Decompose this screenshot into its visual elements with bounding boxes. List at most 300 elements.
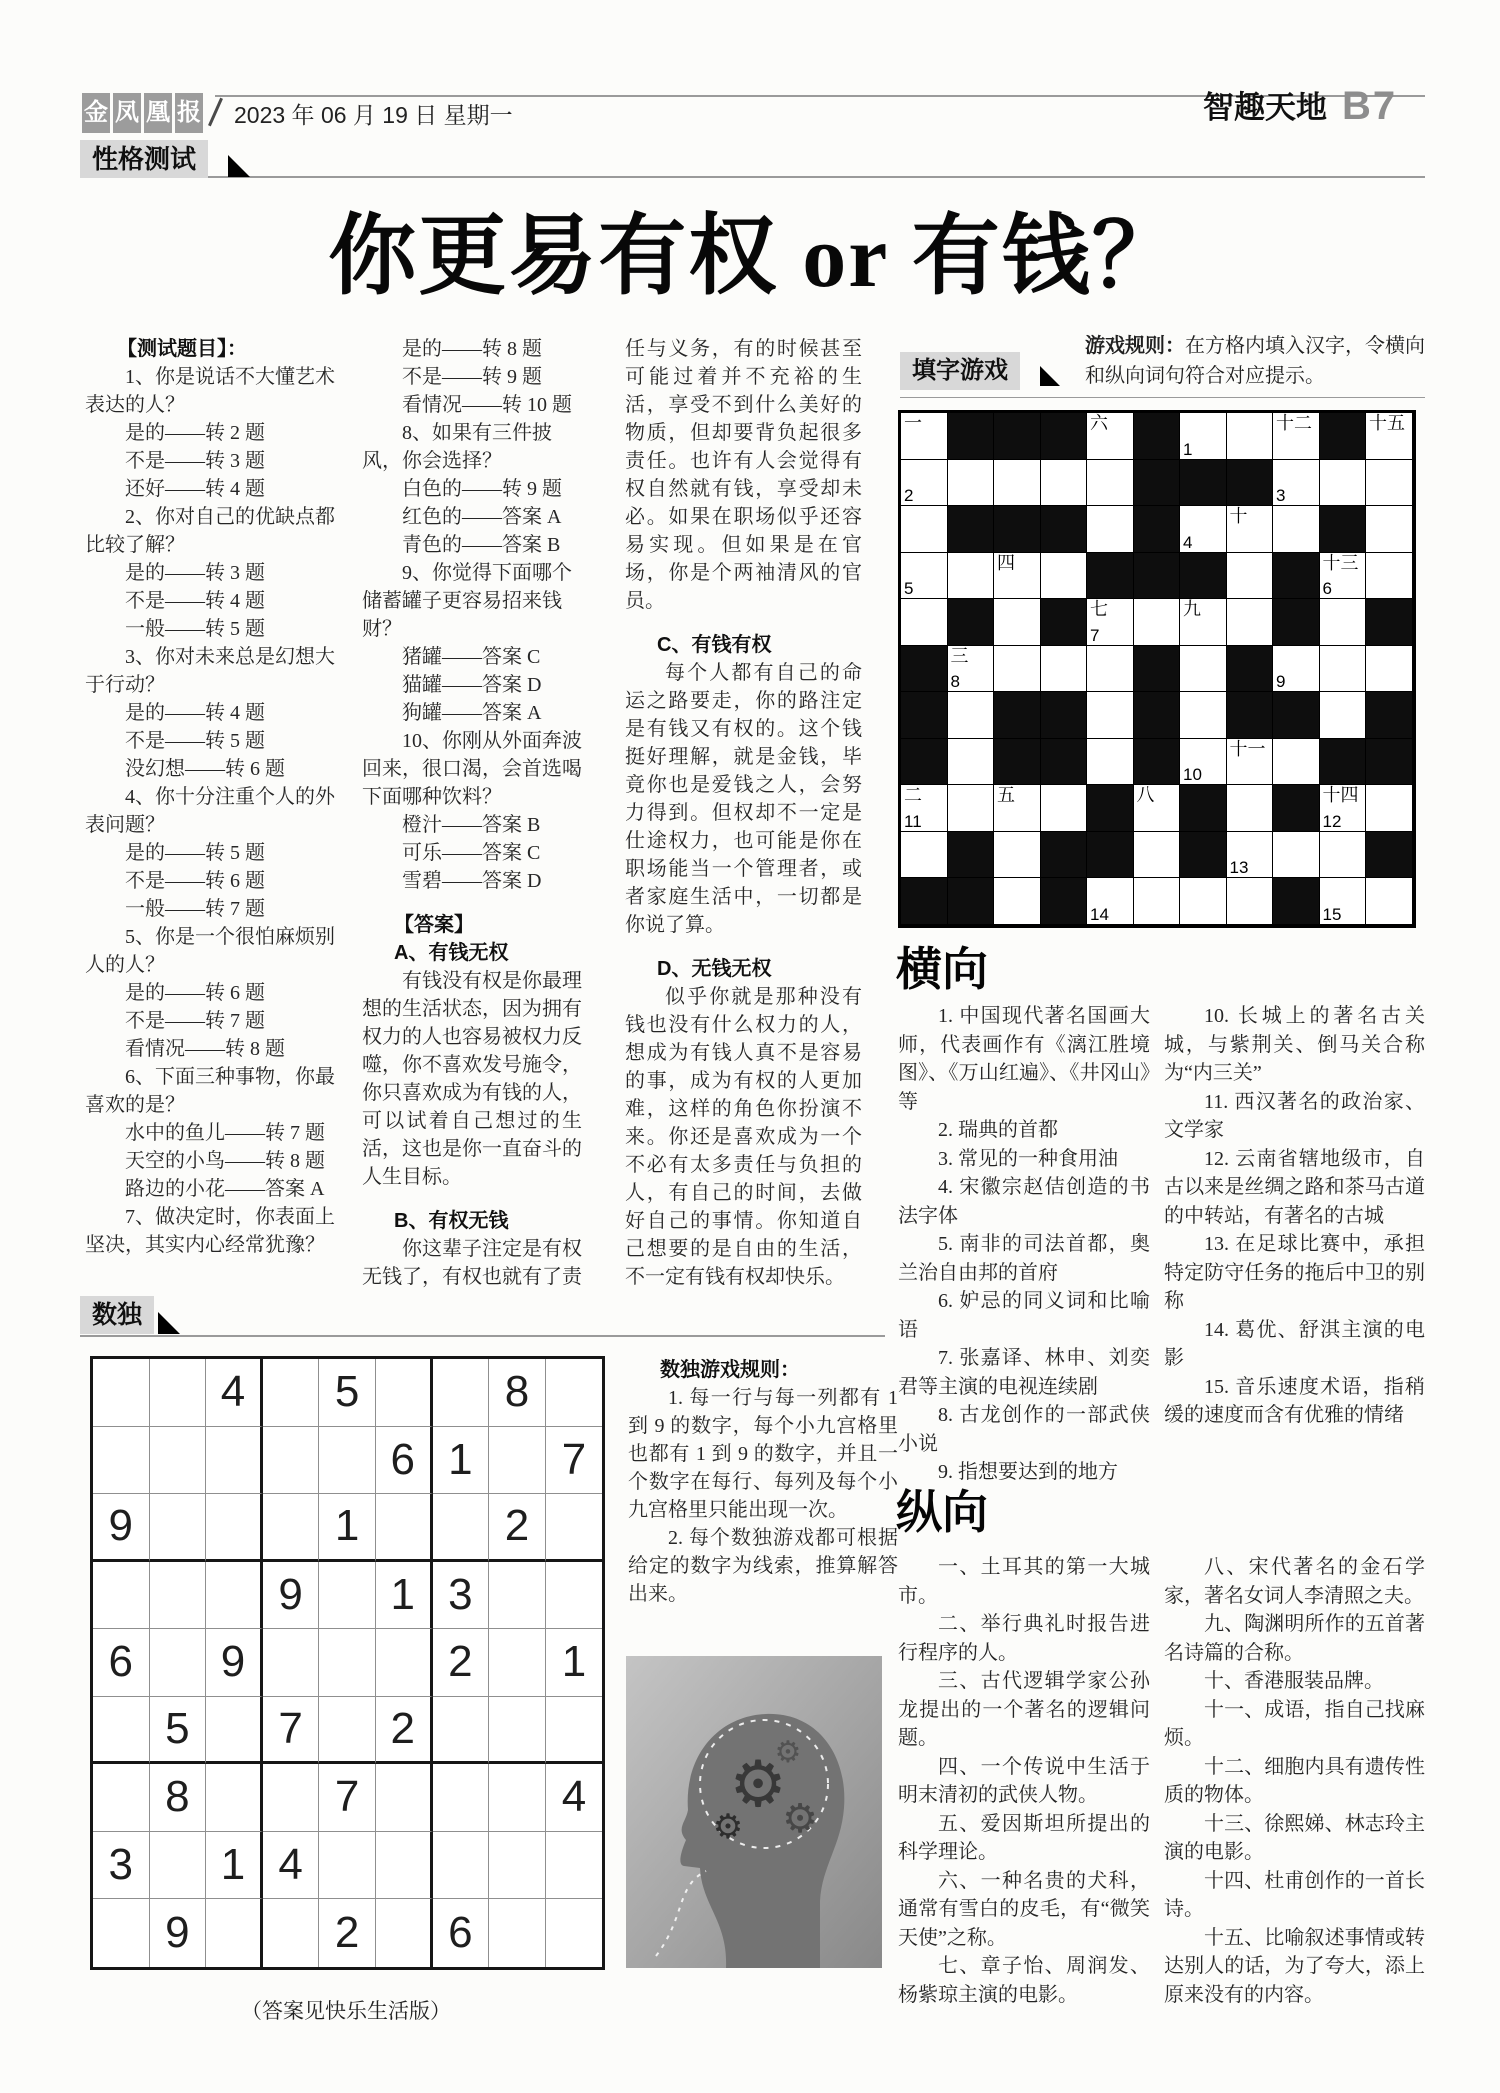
sudoku-empty-cell bbox=[433, 1697, 490, 1765]
crossword-black-cell bbox=[1134, 692, 1181, 739]
down-clue-number: 二 bbox=[904, 785, 922, 805]
test-option: 是的——转 8 题 bbox=[402, 338, 542, 360]
test-spacer bbox=[362, 1191, 582, 1207]
crossword-black-cell bbox=[994, 506, 1041, 553]
test-question: 2、你对自己的优缺点都比较了解？ bbox=[85, 506, 335, 556]
test-option: 猪罐——答案 C bbox=[402, 646, 541, 668]
test-option: 不是——转 7 题 bbox=[125, 1010, 265, 1032]
sudoku-given-cell: 9 bbox=[150, 1899, 207, 1967]
answer-heading: B、有权无钱 bbox=[394, 1210, 509, 1232]
down-clue-number: 十二 bbox=[1276, 413, 1312, 433]
crossword-cell bbox=[994, 878, 1041, 925]
crossword-cell bbox=[1320, 878, 1367, 925]
crossword-black-cell bbox=[1134, 460, 1181, 507]
test-option: 是的——转 5 题 bbox=[125, 842, 265, 864]
answer-heading: D、无钱无权 bbox=[657, 958, 772, 980]
sudoku-empty-cell bbox=[489, 1562, 546, 1630]
crossword-tab-triangle bbox=[1040, 366, 1060, 386]
sudoku-empty-cell bbox=[489, 1697, 546, 1765]
crossword-black-cell bbox=[948, 413, 995, 460]
crossword-down-clue: 十五、比喻叙述事情或转达别人的话，为了夸大，添上原来没有的内容。 bbox=[1164, 1926, 1425, 2006]
crossword-black-cell bbox=[1134, 646, 1181, 693]
crossword-black-cell bbox=[1134, 506, 1181, 553]
sudoku-given-cell: 9 bbox=[263, 1562, 320, 1630]
crossword-black-cell bbox=[1180, 832, 1227, 879]
crossword-cell bbox=[901, 599, 948, 646]
sudoku-empty-cell bbox=[489, 1764, 546, 1832]
crossword-across-clue: 12. 云南省辖地级市，自古以来是丝绸之路和茶马古道的中转站，有著名的古城 bbox=[1164, 1147, 1425, 1227]
crossword-down-clue: 十、香港服装品牌。 bbox=[1204, 1670, 1384, 1692]
sudoku-empty-cell bbox=[206, 1562, 263, 1630]
crossword-black-cell bbox=[1227, 692, 1274, 739]
sudoku-given-cell: 4 bbox=[263, 1832, 320, 1900]
crossword-cell bbox=[1087, 413, 1134, 460]
test-spacer bbox=[625, 615, 862, 631]
sudoku-empty-cell bbox=[206, 1899, 263, 1967]
down-clue-number: 十三 bbox=[1322, 552, 1359, 573]
sudoku-empty-cell bbox=[263, 1629, 320, 1697]
sudoku-empty-cell bbox=[546, 1359, 603, 1427]
crossword-cell bbox=[1180, 506, 1227, 553]
crossword-black-cell bbox=[1366, 692, 1413, 739]
crossword-across-clue: 7. 张嘉译、林申、刘奕君等主演的电视连续剧 bbox=[898, 1347, 1150, 1398]
test-option: 还好——转 4 题 bbox=[125, 478, 265, 500]
crossword-across-clue: 10. 长城上的著名古关城，与紫荆关、倒马关合称为“内三关” bbox=[1164, 1005, 1425, 1084]
sudoku-empty-cell bbox=[546, 1494, 603, 1562]
crossword-cell bbox=[901, 785, 948, 832]
across-clue-number: 5 bbox=[904, 579, 914, 598]
gear-icon: ⚙ bbox=[712, 1809, 744, 1846]
crossword-black-cell bbox=[901, 878, 948, 925]
test-column-1 bbox=[85, 335, 335, 1259]
crossword-black-cell bbox=[1041, 878, 1088, 925]
crossword-down-clue: 九、陶渊明所作的五首著名诗篇的合称。 bbox=[1164, 1613, 1425, 1664]
crossword-across-clue: 9. 指想要达到的地方 bbox=[938, 1461, 1118, 1483]
crossword-black-cell bbox=[901, 739, 948, 786]
crossword-black-cell bbox=[1227, 460, 1274, 507]
crossword-down-clue: 十一、成语，指自己找麻烦。 bbox=[1164, 1698, 1425, 1749]
crossword-black-cell bbox=[1180, 460, 1227, 507]
sudoku-tab-triangle bbox=[158, 1312, 180, 1334]
test-option: 青色的——答案 B bbox=[402, 534, 561, 556]
sudoku-empty-cell bbox=[319, 1832, 376, 1900]
test-option: 狗罐——答案 A bbox=[402, 702, 542, 724]
crossword-across-clue: 1. 中国现代著名国画大师，代表画作有《漓江胜境图》、《万山红遍》、《井冈山》等 bbox=[898, 1005, 1150, 1113]
sudoku-empty-cell bbox=[376, 1494, 433, 1562]
sudoku-empty-cell bbox=[546, 1697, 603, 1765]
tab-pointer-triangle bbox=[228, 155, 250, 177]
test-option: 看情况——转 8 题 bbox=[125, 1038, 285, 1060]
test-question: 6、下面三种事物，你最喜欢的是？ bbox=[85, 1066, 335, 1116]
issue-date: 2023 年 06 月 19 日 星期一 bbox=[234, 102, 513, 128]
crossword-down-clue: 十四、杜甫创作的一首长诗。 bbox=[1164, 1869, 1425, 1920]
test-option: 红色的——答案 A bbox=[402, 506, 562, 528]
test-column-3 bbox=[625, 335, 862, 1291]
test-option: 天空的小鸟——转 8 题 bbox=[125, 1150, 325, 1172]
sudoku-empty-cell bbox=[263, 1359, 320, 1427]
sudoku-given-cell: 3 bbox=[93, 1832, 150, 1900]
tab-crossword bbox=[900, 352, 1020, 390]
crossword-down-clue: 四、一个传说中生活于明末清初的武侠人物。 bbox=[898, 1755, 1150, 1806]
crossword-across-clue: 3. 常见的一种食用油 bbox=[938, 1147, 1118, 1170]
crossword-across-clue: 13. 在足球比赛中，承担特定防守任务的拖后中卫的别称 bbox=[1164, 1233, 1425, 1312]
crossword-cell bbox=[1273, 646, 1320, 693]
sudoku-empty-cell bbox=[93, 1764, 150, 1832]
test-spacer bbox=[625, 939, 862, 955]
logo-char: 报 bbox=[175, 93, 203, 133]
down-clue-number: 十四 bbox=[1322, 785, 1359, 805]
crossword-cell bbox=[1320, 692, 1367, 739]
test-option: 没幻想——转 6 题 bbox=[125, 758, 285, 780]
crossword-cell bbox=[994, 785, 1041, 832]
crossword-black-cell bbox=[1087, 832, 1134, 879]
across-clues-left bbox=[898, 1002, 1150, 1487]
tab-personality-test bbox=[80, 140, 208, 178]
test-option: 不是——转 9 题 bbox=[402, 366, 542, 388]
sudoku-empty-cell bbox=[489, 1832, 546, 1900]
crossword-down-clue: 六、一种名贵的犬科，通常有雪白的皮毛，有“微笑天使”之称。 bbox=[898, 1869, 1150, 1949]
crossword-black-cell bbox=[1273, 599, 1320, 646]
sudoku-empty-cell bbox=[376, 1832, 433, 1900]
across-clue-number: 12 bbox=[1322, 811, 1342, 831]
crossword-black-cell bbox=[1320, 413, 1367, 460]
crossword-cell bbox=[1087, 646, 1134, 693]
test-option: 猫罐——答案 D bbox=[402, 674, 542, 696]
crossword-cell bbox=[1320, 460, 1367, 507]
crossword-cell bbox=[948, 739, 995, 786]
tab-sudoku-label: 数独 bbox=[92, 1301, 143, 1329]
crossword-black-cell bbox=[1041, 506, 1088, 553]
crossword-black-cell bbox=[1366, 599, 1413, 646]
answer-paragraph: 似乎你就是那种没有钱也没有什么权力的人，想成为有钱人真不是容易的事，成为有权的人更加难，这样的角色你扮演不来。你还是喜欢成为一个不必有太多责任与负担的人，有自己的时间，去做好自己的事情。你知道自己想要的是自由的生活，不一定有钱有权却快乐。 bbox=[625, 986, 862, 1288]
sudoku-empty-cell bbox=[319, 1629, 376, 1697]
crossword-cell bbox=[994, 599, 1041, 646]
across-clues-right bbox=[1164, 1002, 1425, 1430]
crossword-cell bbox=[948, 785, 995, 832]
crossword-cell bbox=[1273, 460, 1320, 507]
sudoku-empty-cell bbox=[319, 1427, 376, 1495]
crossword-grid bbox=[898, 410, 1416, 928]
test-question: 9、你觉得下面哪个储蓄罐子更容易招来钱财？ bbox=[362, 562, 572, 640]
crossword-black-cell bbox=[1087, 553, 1134, 600]
sudoku-empty-cell bbox=[206, 1427, 263, 1495]
test-option: 白色的——转 9 题 bbox=[402, 478, 562, 500]
answer-heading: A、有钱无权 bbox=[394, 942, 509, 964]
crossword-black-cell bbox=[1227, 646, 1274, 693]
crossword-cell bbox=[948, 646, 995, 693]
crossword-across-clue: 4. 宋徽宗赵佶创造的书法字体 bbox=[898, 1176, 1150, 1227]
crossword-cell bbox=[1087, 460, 1134, 507]
sudoku-given-cell: 2 bbox=[433, 1629, 490, 1697]
sudoku-empty-cell bbox=[546, 1562, 603, 1630]
sudoku-given-cell: 2 bbox=[319, 1899, 376, 1967]
crossword-black-cell bbox=[1273, 553, 1320, 600]
sudoku-empty-cell bbox=[206, 1697, 263, 1765]
crossword-black-cell bbox=[1041, 739, 1088, 786]
sudoku-given-cell: 1 bbox=[206, 1832, 263, 1900]
crossword-black-cell bbox=[1273, 785, 1320, 832]
across-heading: 横向 bbox=[896, 943, 988, 995]
sudoku-empty-cell bbox=[93, 1899, 150, 1967]
test-heading: 【测试题目】： bbox=[117, 338, 247, 360]
crossword-black-cell bbox=[994, 413, 1041, 460]
crossword-cell bbox=[1366, 646, 1413, 693]
crossword-cell bbox=[1273, 413, 1320, 460]
crossword-across-clue: 14. 葛优、舒淇主演的电影 bbox=[1164, 1318, 1425, 1369]
sudoku-given-cell: 4 bbox=[546, 1764, 603, 1832]
crossword-cell bbox=[1366, 506, 1413, 553]
down-clue-number: 十五 bbox=[1369, 413, 1405, 433]
crossword-black-cell bbox=[1366, 832, 1413, 879]
brain-gears-image bbox=[626, 1656, 882, 1968]
sudoku-empty-cell bbox=[433, 1832, 490, 1900]
test-question: 5、你是一个很怕麻烦别人的人？ bbox=[85, 926, 335, 976]
crossword-cell bbox=[1134, 785, 1181, 832]
sudoku-given-cell: 1 bbox=[319, 1494, 376, 1562]
gear-icon: ⚙ bbox=[782, 1796, 818, 1841]
sudoku-given-cell: 3 bbox=[433, 1562, 490, 1630]
crossword-black-cell bbox=[948, 599, 995, 646]
crossword-cell bbox=[1087, 506, 1134, 553]
crossword-down-clue: 十三、徐熙娣、林志玲主演的电影。 bbox=[1164, 1812, 1425, 1863]
crossword-cell bbox=[1180, 599, 1227, 646]
crossword-across-clue: 11. 西汉著名的政治家、文学家 bbox=[1164, 1090, 1425, 1141]
crossword-cell bbox=[1041, 785, 1088, 832]
personality-rule bbox=[80, 176, 1425, 178]
sudoku-empty-cell bbox=[433, 1359, 490, 1427]
crossword-black-cell bbox=[1320, 506, 1367, 553]
crossword-cell bbox=[901, 506, 948, 553]
crossword-cell bbox=[1041, 553, 1088, 600]
sudoku-empty-cell bbox=[150, 1427, 207, 1495]
crossword-black-cell bbox=[1180, 553, 1227, 600]
crossword-black-cell bbox=[994, 739, 1041, 786]
crossword-rules bbox=[1085, 331, 1427, 391]
crossword-black-cell bbox=[1180, 785, 1227, 832]
crossword-down-clue: 一、土耳其的第一大城市。 bbox=[898, 1556, 1150, 1607]
crossword-black-cell bbox=[1041, 599, 1088, 646]
crossword-black-cell bbox=[948, 832, 995, 879]
sudoku-rule-list bbox=[628, 1384, 898, 1608]
crossword-across-clue: 2. 瑞典的首都 bbox=[938, 1119, 1058, 1141]
sudoku-empty-cell bbox=[150, 1832, 207, 1900]
newspaper-logo bbox=[82, 93, 203, 133]
crossword-black-cell bbox=[901, 646, 948, 693]
crossword-cell bbox=[901, 413, 948, 460]
crossword-black-cell bbox=[1041, 413, 1088, 460]
crossword-down-clue: 十二、细胞内具有遗传性质的物体。 bbox=[1164, 1755, 1425, 1806]
crossword-black-cell bbox=[1134, 553, 1181, 600]
across-clue-number: 14 bbox=[1090, 904, 1109, 924]
crossword-cell bbox=[1366, 785, 1413, 832]
crossword-cell bbox=[994, 460, 1041, 507]
down-clue-number: 七 bbox=[1090, 599, 1108, 619]
test-option: 一般——转 7 题 bbox=[125, 898, 265, 920]
crossword-cell bbox=[1041, 460, 1088, 507]
logo-char: 凤 bbox=[113, 93, 141, 133]
down-heading: 纵向 bbox=[896, 1486, 988, 1538]
crossword-cell bbox=[1366, 460, 1413, 507]
crossword-cell bbox=[1227, 739, 1274, 786]
across-clue-number: 7 bbox=[1090, 625, 1100, 645]
test-option: 看情况——转 10 题 bbox=[402, 394, 572, 416]
down-clues-right bbox=[1164, 1553, 1425, 2009]
sudoku-given-cell: 8 bbox=[489, 1359, 546, 1427]
down-clue-number: 十一 bbox=[1229, 738, 1266, 759]
test-option: 不是——转 6 题 bbox=[125, 870, 265, 892]
test-option: 水中的鱼儿——转 7 题 bbox=[125, 1122, 325, 1144]
sudoku-empty-cell bbox=[376, 1629, 433, 1697]
sudoku-empty-cell bbox=[93, 1562, 150, 1630]
crossword-cell bbox=[1273, 739, 1320, 786]
crossword-cell bbox=[1180, 413, 1227, 460]
test-question: 1、你是说话不大懂艺术表达的人？ bbox=[85, 366, 335, 416]
sudoku-empty-cell bbox=[150, 1629, 207, 1697]
sudoku-empty-cell bbox=[433, 1494, 490, 1562]
test-question: 10、你刚从外面奔波回来，很口渴，会首选喝下面哪种饮料？ bbox=[362, 730, 582, 808]
sudoku-empty-cell bbox=[206, 1764, 263, 1832]
sudoku-empty-cell bbox=[546, 1832, 603, 1900]
crossword-black-cell bbox=[1273, 878, 1320, 925]
crossword-cell bbox=[1320, 646, 1367, 693]
answer-paragraph: 每个人都有自己的命运之路要走，你的路注定是有钱又有权的。这个钱挺好理解，就是金钱，毕竟你也是爱钱之人，会努力得到。但权却不一定是仕途权力，也可能是你在职场能当一个管理者，或者家庭生活中，一切都是你说了算。 bbox=[625, 662, 862, 936]
sudoku-given-cell: 6 bbox=[93, 1629, 150, 1697]
crossword-black-cell bbox=[1041, 692, 1088, 739]
crossword-cell bbox=[1320, 785, 1367, 832]
across-clue-number: 11 bbox=[904, 811, 922, 831]
test-question: 8、如果有三件披风，你会选择？ bbox=[362, 422, 552, 472]
crossword-cell bbox=[1227, 878, 1274, 925]
test-option: 橙汁——答案 B bbox=[402, 814, 541, 836]
down-clue-number: 九 bbox=[1183, 599, 1201, 619]
sudoku-answer-note: （答案见快乐生活版） bbox=[241, 1999, 451, 2023]
crossword-cell bbox=[901, 553, 948, 600]
across-clue-number: 2 bbox=[904, 486, 914, 505]
crossword-cell bbox=[1041, 646, 1088, 693]
sudoku-empty-cell bbox=[489, 1427, 546, 1495]
down-clue-number: 一 bbox=[904, 413, 922, 433]
across-clue-number: 13 bbox=[1229, 858, 1249, 877]
crossword-cell bbox=[901, 832, 948, 879]
crossword-across-clue: 8. 古龙创作的一部武侠小说 bbox=[898, 1404, 1150, 1455]
crossword-rules-text: 在方格内填入汉字，令横向和纵向词句符合对应提示。 bbox=[1085, 335, 1425, 387]
test-heading: 【答案】 bbox=[394, 914, 474, 936]
crossword-cell bbox=[994, 832, 1041, 879]
page-title: 你更易有权 or 有钱？ bbox=[328, 209, 1182, 306]
crossword-black-cell bbox=[948, 878, 995, 925]
test-option: 是的——转 4 题 bbox=[125, 702, 265, 724]
sudoku-rule-line bbox=[80, 1335, 885, 1337]
sudoku-empty-cell bbox=[263, 1494, 320, 1562]
sudoku-given-cell: 5 bbox=[319, 1359, 376, 1427]
sudoku-given-cell: 6 bbox=[433, 1899, 490, 1967]
crossword-cell bbox=[1227, 599, 1274, 646]
logo-char: 凰 bbox=[144, 93, 172, 133]
crossword-down-clue: 八、宋代著名的金石学家，著名女词人李清照之夫。 bbox=[1164, 1556, 1425, 1607]
down-clue-number: 十 bbox=[1229, 506, 1248, 526]
crossword-cell bbox=[1366, 413, 1413, 460]
sudoku-empty-cell bbox=[263, 1899, 320, 1967]
across-clue-number: 10 bbox=[1183, 765, 1202, 784]
down-clue-number: 六 bbox=[1090, 413, 1108, 433]
crossword-cell bbox=[1134, 832, 1181, 879]
crossword-black-cell bbox=[1087, 785, 1134, 832]
crossword-cell bbox=[1320, 832, 1367, 879]
crossword-cell bbox=[1227, 832, 1274, 879]
sudoku-empty-cell bbox=[93, 1427, 150, 1495]
crossword-black-cell bbox=[1041, 832, 1088, 879]
test-spacer bbox=[362, 895, 582, 911]
crossword-cell bbox=[1180, 646, 1227, 693]
across-clue-number: 1 bbox=[1183, 439, 1193, 459]
crossword-across-clue: 6. 妒忌的同义词和比喻语 bbox=[898, 1290, 1150, 1341]
crossword-cell bbox=[994, 553, 1041, 600]
crossword-cell bbox=[1180, 692, 1227, 739]
sudoku-empty-cell bbox=[489, 1629, 546, 1697]
logo-char: 金 bbox=[82, 93, 110, 133]
sudoku-given-cell: 2 bbox=[489, 1494, 546, 1562]
crossword-cell bbox=[1227, 506, 1274, 553]
test-question: 7、做决定时，你表面上坚决，其实内心经常犹豫？ bbox=[85, 1206, 335, 1256]
test-option: 是的——转 2 题 bbox=[125, 422, 265, 444]
sudoku-empty-cell bbox=[150, 1494, 207, 1562]
sudoku-empty-cell bbox=[150, 1359, 207, 1427]
crossword-black-cell bbox=[948, 506, 995, 553]
sudoku-given-cell: 2 bbox=[376, 1697, 433, 1765]
sudoku-rules-title: 数独游戏规则： bbox=[660, 1359, 800, 1381]
crossword-across-clue: 15. 音乐速度术语，指稍缓的速度而含有优雅的情绪 bbox=[1164, 1375, 1425, 1426]
crossword-cell bbox=[1320, 553, 1367, 600]
test-question: 3、你对未来总是幻想大于行动？ bbox=[85, 646, 335, 696]
crossword-down-clue: 三、古代逻辑学家公孙龙提出的一个著名的逻辑问题。 bbox=[898, 1670, 1150, 1749]
crossword-down-clue: 五、爱因斯坦所提出的科学理论。 bbox=[898, 1812, 1150, 1863]
crossword-black-cell bbox=[1320, 739, 1367, 786]
across-clue-number: 15 bbox=[1322, 904, 1342, 924]
sudoku-given-cell: 6 bbox=[376, 1427, 433, 1495]
crossword-cell bbox=[1227, 553, 1274, 600]
answer-paragraph: 有钱没有权是你最理想的生活状态，因为拥有权力的人也容易被权力反噬，你不喜欢发号施令，你只喜欢成为有钱的人，可以试着自己想过的生活，这也是你一直奋斗的人生目标。 bbox=[362, 970, 582, 1188]
sudoku-empty-cell bbox=[93, 1359, 150, 1427]
sudoku-grid bbox=[90, 1356, 605, 1970]
crossword-cell bbox=[1320, 599, 1367, 646]
crossword-rule-line bbox=[900, 397, 1425, 398]
crossword-cell bbox=[1227, 785, 1274, 832]
down-clue-number: 五 bbox=[997, 785, 1015, 805]
crossword-black-cell bbox=[994, 692, 1041, 739]
sudoku-rules bbox=[628, 1356, 898, 1608]
gear-icon: ⚙ bbox=[729, 1749, 787, 1820]
sudoku-empty-cell bbox=[489, 1899, 546, 1967]
gear-icon: ⚙ bbox=[774, 1736, 802, 1769]
sudoku-empty-cell bbox=[319, 1697, 376, 1765]
sudoku-given-cell: 9 bbox=[206, 1629, 263, 1697]
down-clue-number: 四 bbox=[997, 552, 1015, 573]
crossword-black-cell bbox=[901, 692, 948, 739]
sudoku-given-cell: 1 bbox=[433, 1427, 490, 1495]
test-option: 不是——转 5 题 bbox=[125, 730, 265, 752]
tab-sudoku bbox=[80, 1296, 154, 1334]
crossword-cell bbox=[948, 460, 995, 507]
crossword-down-clue: 七、章子怡、周润发、杨紫琼主演的电影。 bbox=[898, 1955, 1150, 2006]
page-number: B7 bbox=[1342, 84, 1398, 128]
crossword-across-clue: 5. 南非的司法首都，奥兰治自由邦的首府 bbox=[898, 1233, 1150, 1284]
sudoku-given-cell: 7 bbox=[546, 1427, 603, 1495]
across-clue-number: 9 bbox=[1276, 672, 1286, 691]
crossword-cell bbox=[1087, 878, 1134, 925]
sudoku-empty-cell bbox=[263, 1764, 320, 1832]
crossword-cell bbox=[1227, 413, 1274, 460]
tab-crossword-label: 填字游戏 bbox=[912, 357, 1008, 384]
